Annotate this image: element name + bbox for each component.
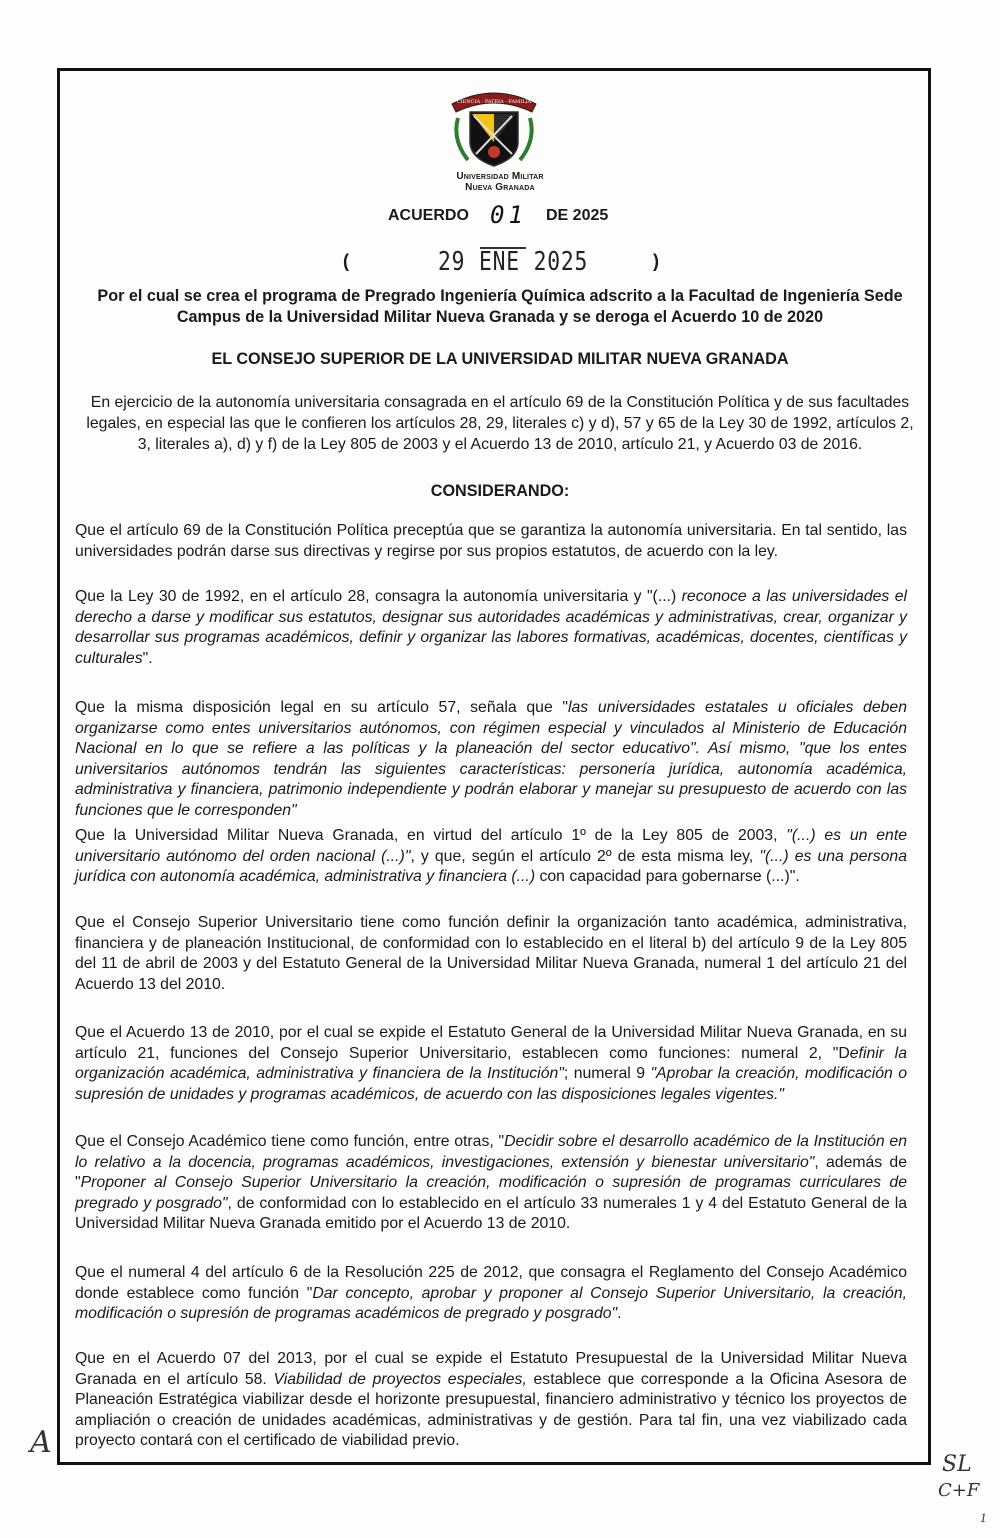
p3-quote: las universidades estatales u oficiales deben organizarse como entes universitarios autónomos, con régimen especial y vinculados al Ministerio de Educación Nacional en lo que se refiere a las políticas y la planeación del sector educativo". Así mismo, "que los entes universitarios autónomos tendrán las siguientes características: personería jurídica, autonomía académica, administrativa y financiera, patrimonio independiente y podrán elaborar y manejar su presupuesto de acuerdo con las funciones que le corresponden" [75,699,907,819]
initial-corner: 1 [980,1512,987,1525]
p9-text: Que en el Acuerdo 07 del 2013, por el cual se expide el Estatuto Presupuestal de la Universidad Militar Nueva Granada en el artículo 58. [75,1350,907,1388]
p9-end: establece que corresponde a la Oficina Asesora de Planeación Estratégica viabilizar desde el horizonte presupuestal, financiero administrativo y técnico los proyectos de ampliación o creación de unidades académicas, administrativas y de gestión. Para tal fin, una vez viabilizado cada proyecto contará con el certificado de viabilidad previo. [75,1370,907,1449]
p6-quote-1: efinir la organización académica, administrativa y financiera de la Institución" [75,1044,907,1082]
p7-end: , de conformidad con lo establecido en el artículo 33 numerales 1 y 4 del Estatuto General de la Universidad Militar Nueva Granada emitido por el Acuerdo 13 de 2010. [75,1194,908,1232]
university-crest-logo [438,84,550,170]
date-stamp-line [300,247,700,281]
document-title: Por el cual se crea el programa de Pregrado Ingeniería Química adscrito a la Facultad de Ingeniería Sede Campus de la Universidad Militar Nueva Granada y se deroga el Acuerdo 10 de 2020 [97,287,903,326]
p4-text-2: , y que, según el artículo 2º de esta misma ley, [410,847,760,865]
paragraph-1: Que el artículo 69 de la Constitución Política preceptúa que se garantiza la autonomía universitaria. En tal sentido, las universidades podrán darse sus directivas y regirse por sus propios estatutos, de acuerdo con la ley. [75,522,907,560]
p2-text: Que la Ley 30 de 1992, en el artículo 28, consagra la autonomía universitaria y "(...) [75,588,682,605]
paren-open: ( [343,251,349,271]
crest-motto: CIENCIA · PATRIA · FAMILIA [456,99,532,105]
paragraph-4 [75,826,907,888]
p4-end: con capacidad para gobernarse (...)". [535,868,800,885]
p9-italic: Viabilidad de proyectos especiales, [273,1370,527,1388]
paragraph-5: Que el Consejo Superior Universitario tiene como función definir la organización tanto académica, administrativa, financiera y de planeación Institucional, de conformidad con lo establecido en el literal b) del artículo 9 de la Ley 805 del 11 de abril de 2003 y del Estatuto General de la Universidad Militar Nueva Granada, numeral 1 del artículo 21 del Acuerdo 13 del 2010. [75,914,907,993]
paragraph-7 [75,1132,907,1235]
paragraph-2 [75,587,907,669]
p4-quote-1: "(...) es un ente universitario autónomo del orden nacional (...)" [75,827,907,865]
acuerdo-year: DE 2025 [546,207,609,224]
p2-quote: reconoce a las universidades el derecho a darse y modificar sus estatutos, designar sus autoridades académicas y administrativas, crear, organizar y desarrollar sus programas académicos, definir y organizar las labores formativas, académicas, docentes, científicas y culturales [75,588,907,667]
council-heading: EL CONSEJO SUPERIOR DE LA UNIVERSIDAD MILITAR NUEVA GRANADA [211,350,789,368]
paragraph-6 [75,1023,907,1105]
acuerdo-label: ACUERDO [388,207,469,224]
p4-text: Que la Universidad Militar Nueva Granada, en virtud del artículo 1º de la Ley 805 de 2003, [75,827,787,844]
p6-quote-2: "Aprobar la creación, modificación o supresión de unidades y programas académicos, de acuerdo con las disposiciones legales vigentes." [75,1065,907,1103]
paragraph-9 [75,1349,907,1452]
paragraph-3 [75,698,907,821]
date-stamp: 29 ENE 2025 [438,247,589,277]
p4-quote-2: "(...) es una persona jurídica con autonomía académica, administrativa y financiera (...) [75,847,908,885]
p2-end: ". [142,649,153,667]
paragraph-8 [75,1263,907,1325]
initial-right-1: SL [942,1452,972,1477]
considerando-heading: CONSIDERANDO: [430,482,570,500]
p8-end: . [617,1305,622,1322]
p8-quote: Dar concepto, aprobar y proponer al Consejo Superior Universitario, la creación, modificación o supresión de programas académicos de pregrado y posgrado" [75,1284,907,1322]
p7-text-2: , además de " [75,1153,908,1191]
p6-text-2: ; numeral 9 [563,1065,651,1082]
university-name-line2: Nueva Granada [465,182,535,193]
paren-close: ) [653,251,659,271]
acuerdo-header [300,203,700,231]
acuerdo-number-handwritten: 01 [490,201,527,229]
initial-left: A [30,1425,52,1460]
preamble: En ejercicio de la autonomía universitaria consagrada en el artículo 69 de la Constitución Política y de sus facultades legales, en especial las que le confieren los artículos 28, 29, literales c) y d), 57 y 65 de la Ley 30 de 1992, artículos 2, 3, literales a), d) y f) de la Ley 805 de 2003 y el Acuerdo 13 de 2010, artículo 21, y Acuerdo 03 de 2016. [86,394,914,453]
p6-text: Que el Acuerdo 13 de 2010, por el cual se expide el Estatuto General de la Universidad Militar Nueva Granada, en su artículo 21, funciones del Consejo Superior Universitario, establecen como funciones: numeral 2, "D [75,1024,907,1062]
initial-right-2: C+F [938,1480,980,1501]
p7-quote-2: Proponer al Consejo Superior Universitario la creación, modificación o supresión de programas curriculares de pregrado y posgrado" [75,1174,907,1212]
university-name [400,171,600,193]
p8-text: Que el numeral 4 del artículo 6 de la Resolución 225 de 2012, que consagra el Reglamento del Consejo Académico donde establece como función " [75,1264,907,1302]
university-name-line1: Universidad Militar [456,171,544,182]
p7-text: Que el Consejo Académico tiene como función, entre otras, " [75,1133,505,1150]
p7-quote-1: Decidir sobre el desarrollo académico de la Institución en lo relativo a la docencia, programas académicos, investigaciones, extensión y bienestar universitario" [75,1133,907,1171]
p3-text: Que la misma disposición legal en su artículo 57, señala que " [75,699,568,716]
